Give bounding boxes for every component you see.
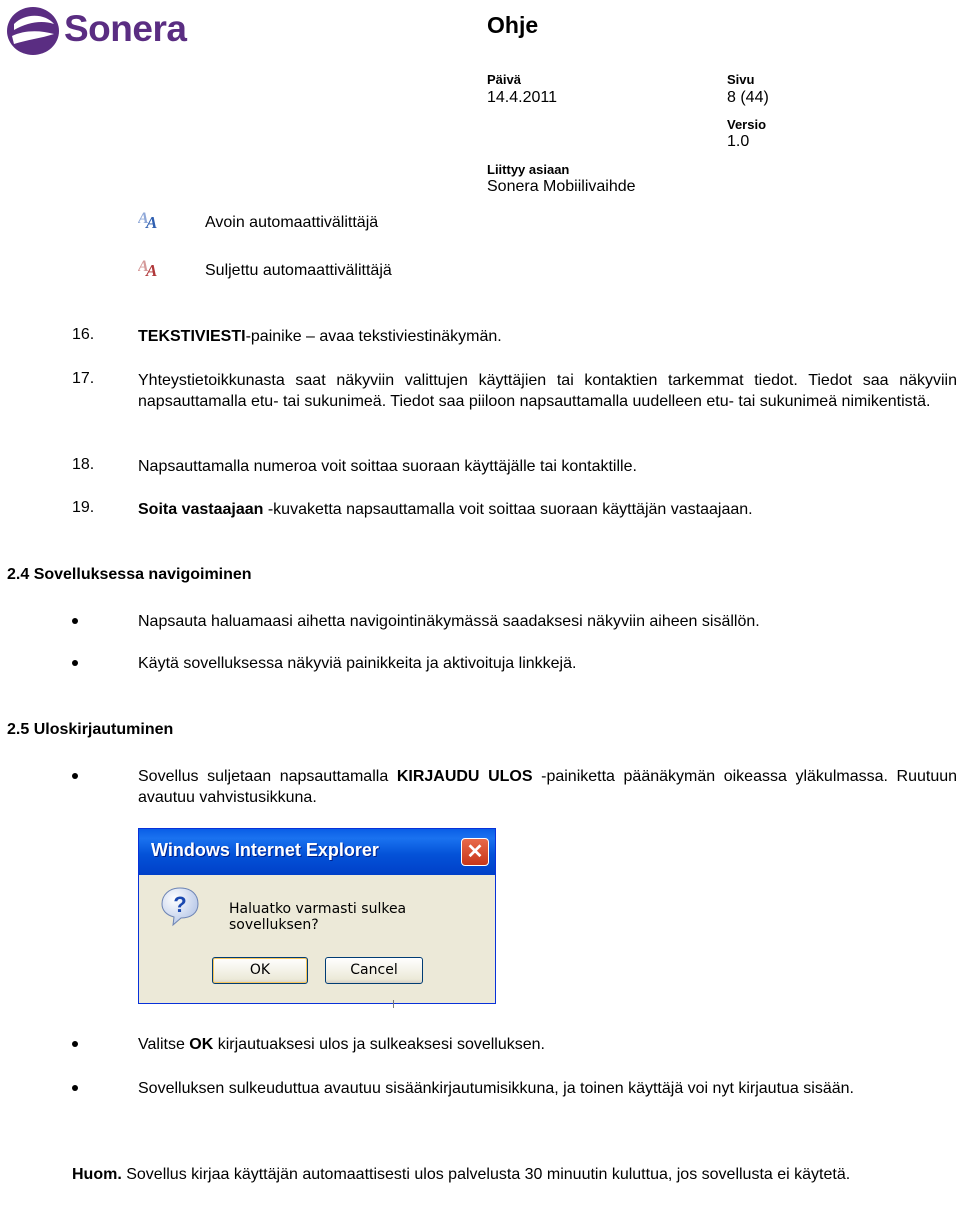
subject-value: Sonera Mobiilivaihde	[487, 178, 636, 195]
bullet	[72, 660, 78, 666]
bullet	[72, 1041, 78, 1047]
dialog-message: Haluatko varmasti sulkea sovelluksen?	[229, 901, 407, 933]
list-item: Yhteystietoikkunasta saat näkyviin valittujen käyttäjien tai kontaktien tarkemmat tiedot. Tiedot saa näkyviin napsauttamalla etu- tai sukunimeä. Tiedot saa piiloon napsauttamalla uudelleen etu- tai sukunimeä nimikentistä.	[138, 372, 957, 410]
bullet-item: Sovelluksen sulkeuduttua avautuu sisäänkirjautumisikkuna, ja toinen käyttäjä voi nyt kirjautua sisään.	[138, 1080, 854, 1097]
question-icon	[159, 885, 201, 927]
sonera-logo-icon	[6, 4, 60, 58]
icon-legend-open-label: Avoin automaattivälittäjä	[205, 214, 379, 231]
bullet-item: Napsauta haluamaasi aihetta navigointinäkymässä saadaksesi näkyviin aiheen sisällön.	[138, 613, 760, 630]
item-number: 16.	[72, 326, 95, 343]
version-label: Versio	[727, 117, 767, 132]
item-number: 19.	[72, 499, 95, 516]
note	[72, 1164, 957, 1185]
page-value: 8 (44)	[727, 89, 769, 106]
bullet-bold: KIRJAUDU ULOS	[396, 768, 533, 785]
date-value: 14.4.2011	[487, 89, 557, 106]
bullet	[72, 1085, 78, 1091]
brand-name: Sonera	[64, 8, 187, 49]
list-item	[138, 499, 957, 520]
bullet-item	[138, 766, 957, 808]
sonera-logo	[6, 4, 206, 58]
icon-legend-closed	[138, 256, 392, 283]
dialog-close-button[interactable]	[461, 838, 489, 866]
icon-legend-closed-label: Suljettu automaattivälittäjä	[205, 262, 392, 279]
list-item	[138, 326, 957, 347]
item-text: -painike – avaa tekstiviestinäkymän.	[245, 328, 502, 345]
svg-text:A: A	[146, 261, 158, 278]
note-text: Sovellus kirjaa käyttäjän automaattisesti ulos palvelusta 30 minuutin kuluttua, jos sovellusta ei käytetä.	[121, 1166, 851, 1183]
bullet-text: -painiketta päänäkymän oikeassa yläkulmassa. Ruutuun avautuu vahvistusikkuna.	[138, 768, 958, 806]
section-heading-navigation: 2.4 Sovelluksessa navigoiminen	[7, 566, 252, 583]
dialog-title-bar	[139, 829, 495, 875]
dialog-title: Windows Internet Explorer	[151, 840, 379, 860]
bullet-bold: OK	[189, 1036, 214, 1053]
item-bold: TEKSTIVIESTI	[138, 328, 246, 345]
svg-text:?: ?	[173, 892, 187, 917]
item-number: 17.	[72, 370, 95, 387]
bullet-item	[138, 1034, 957, 1055]
close-icon: ✕	[466, 841, 484, 863]
cancel-button[interactable]: Cancel	[325, 957, 423, 984]
date-label: Päivä	[487, 72, 521, 87]
auto-attendant-open-icon	[138, 208, 162, 230]
confirm-dialog	[138, 828, 496, 1004]
list-item: Napsauttamalla numeroa voit soittaa suoraan käyttäjälle tai kontaktille.	[138, 458, 637, 475]
section-heading-logout: 2.5 Uloskirjautuminen	[7, 721, 174, 738]
document-title: Ohje	[487, 12, 539, 38]
bullet-item: Käytä sovelluksessa näkyviä painikkeita ja aktivoituja linkkejä.	[138, 655, 577, 672]
subject-label: Liittyy asiaan	[487, 162, 570, 177]
auto-attendant-closed-icon	[138, 256, 162, 278]
item-number: 18.	[72, 456, 95, 473]
bullet	[72, 618, 78, 624]
page-label: Sivu	[727, 72, 755, 87]
svg-text:A: A	[138, 210, 149, 227]
bullet-text: kirjautuaksesi ulos ja sulkeaksesi sovelluksen.	[213, 1036, 545, 1053]
svg-text:A: A	[146, 213, 158, 230]
item-bold: Soita vastaajaan	[138, 501, 264, 518]
icon-legend-open	[138, 208, 379, 235]
divider	[393, 1000, 394, 1008]
bullet	[72, 773, 78, 779]
item-text: -kuvaketta napsauttamalla voit soittaa suoraan käyttäjän vastaajaan.	[263, 501, 753, 518]
bullet-text: Sovellus suljetaan napsauttamalla	[138, 768, 397, 785]
svg-text:A: A	[138, 258, 149, 275]
note-label: Huom.	[72, 1166, 122, 1183]
version-value: 1.0	[727, 133, 750, 150]
bullet-text: Valitse	[138, 1036, 190, 1053]
ok-button[interactable]: OK	[212, 957, 308, 984]
